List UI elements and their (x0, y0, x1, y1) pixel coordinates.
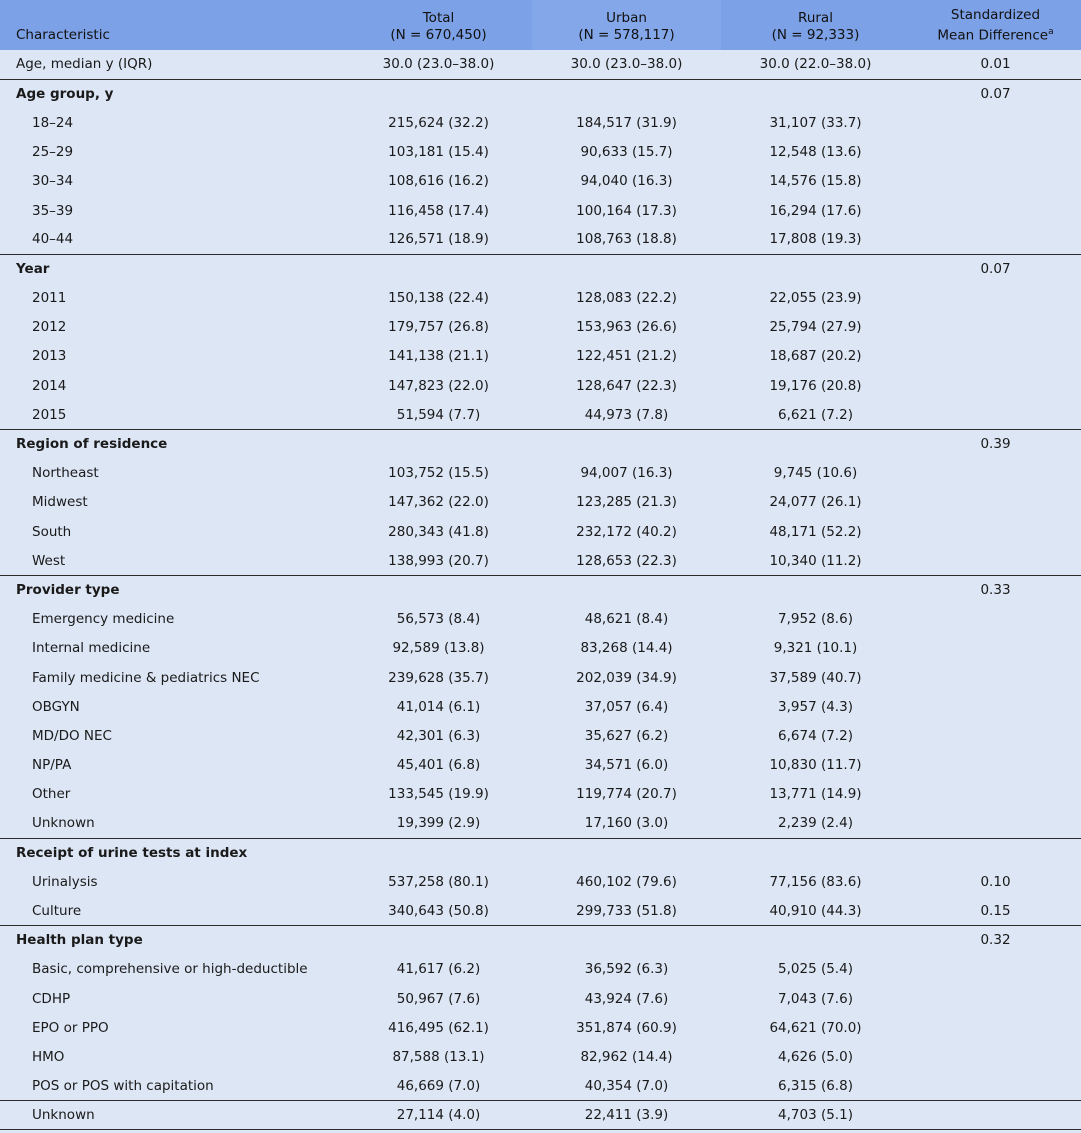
table-row (0, 488, 1081, 517)
total-value: 215,624 (32.2) (388, 114, 489, 131)
total-value: 179,757 (26.8) (388, 319, 489, 336)
urban-value: 82,962 (14.4) (580, 1048, 673, 1065)
table-row (0, 780, 1081, 809)
total-value: 46,669 (7.0) (396, 1077, 481, 1094)
row-label: Internal medicine (32, 640, 151, 657)
rural-value: 5,025 (5.4) (778, 961, 853, 978)
urban-value: 36,592 (6.3) (584, 961, 669, 978)
urban-value (532, 429, 721, 458)
urban-value: 100,164 (17.3) (576, 202, 677, 219)
smd-value (910, 663, 1081, 692)
total-value: 537,258 (80.1) (388, 873, 489, 890)
smd-value (910, 1013, 1081, 1042)
table-row (0, 605, 1081, 634)
rural-value: 30.0 (22.0–38.0) (759, 56, 872, 73)
table-row (0, 79, 1081, 108)
smd-value (910, 371, 1081, 400)
rural-value: 17,808 (19.3) (769, 231, 862, 248)
urban-value: 123,285 (21.3) (576, 494, 677, 511)
total-value: 87,588 (13.1) (392, 1048, 485, 1065)
urban-value: 153,963 (26.6) (576, 319, 677, 336)
table-row (0, 751, 1081, 780)
urban-value: 128,083 (22.2) (576, 290, 677, 307)
table-row (0, 254, 1081, 283)
total-value: 50,967 (7.6) (396, 990, 481, 1007)
total-value (345, 575, 532, 604)
urban-value: 37,057 (6.4) (584, 698, 669, 715)
smd-value (910, 138, 1081, 167)
row-label: 25–29 (32, 144, 74, 161)
row-label: EPO or PPO (32, 1019, 109, 1036)
total-value: 30.0 (23.0–38.0) (382, 56, 495, 73)
row-label: 2011 (32, 290, 67, 307)
smd-value (910, 108, 1081, 137)
table-row (0, 1042, 1081, 1071)
smd-value: 0.01 (980, 56, 1011, 73)
smd-value (910, 517, 1081, 546)
total-value: 150,138 (22.4) (388, 290, 489, 307)
table-row (0, 225, 1081, 254)
rural-value: 16,294 (17.6) (769, 202, 862, 219)
table-row (0, 663, 1081, 692)
row-label: 18–24 (32, 114, 74, 131)
total-value: 41,014 (6.1) (396, 698, 481, 715)
total-value: 147,362 (22.0) (388, 494, 489, 511)
table-row (0, 50, 1081, 79)
total-value: 126,571 (18.9) (388, 231, 489, 248)
table-row (0, 692, 1081, 721)
total-value: 51,594 (7.7) (396, 406, 481, 423)
smd-value (910, 809, 1081, 838)
table-row (0, 896, 1081, 925)
header-rural-label: Rural (798, 10, 833, 26)
row-label: 40–44 (32, 231, 74, 248)
urban-value: 44,973 (7.8) (584, 406, 669, 423)
row-label: Other (32, 786, 71, 803)
smd-value (910, 284, 1081, 313)
total-value: 92,589 (13.8) (392, 640, 485, 657)
smd-value (910, 342, 1081, 371)
total-value: 116,458 (17.4) (388, 202, 489, 219)
urban-value: 460,102 (79.6) (576, 873, 677, 890)
table-row (0, 926, 1081, 955)
rural-value: 48,171 (52.2) (769, 523, 862, 540)
header-smd-line2: Mean Difference (937, 27, 1049, 43)
total-value (345, 926, 532, 955)
rural-value: 3,957 (4.3) (778, 698, 853, 715)
rural-value (721, 926, 910, 955)
smd-value (910, 225, 1081, 254)
urban-value: 184,517 (31.9) (576, 114, 677, 131)
rural-value: 2,239 (2.4) (778, 815, 853, 832)
row-label: Unknown (32, 815, 95, 832)
rural-value (721, 254, 910, 283)
header-rural (721, 0, 910, 50)
smd-value (910, 955, 1081, 984)
rural-value: 9,321 (10.1) (773, 640, 858, 657)
urban-value: 128,653 (22.3) (576, 552, 677, 569)
table-row (0, 400, 1081, 429)
smd-value (910, 400, 1081, 429)
table-row (0, 167, 1081, 196)
row-label: Emergency medicine (32, 611, 175, 628)
urban-value: 119,774 (20.7) (576, 786, 677, 803)
total-value: 141,138 (21.1) (388, 348, 489, 365)
total-value: 416,495 (62.1) (388, 1019, 489, 1036)
urban-value: 232,172 (40.2) (576, 523, 677, 540)
total-value (345, 838, 532, 867)
total-value: 103,752 (15.5) (388, 465, 489, 482)
urban-value: 83,268 (14.4) (580, 640, 673, 657)
table-row (0, 634, 1081, 663)
rural-value: 10,830 (11.7) (769, 757, 862, 774)
urban-value: 34,571 (6.0) (584, 757, 669, 774)
table-row (0, 138, 1081, 167)
total-value: 19,399 (2.9) (396, 815, 481, 832)
smd-value (910, 488, 1081, 517)
smd-value (910, 780, 1081, 809)
table-row (0, 546, 1081, 575)
header-total (345, 0, 532, 50)
smd-value (910, 605, 1081, 634)
total-value: 56,573 (8.4) (396, 611, 481, 628)
row-label: NP/PA (32, 757, 72, 774)
smd-value (910, 751, 1081, 780)
smd-value (910, 1101, 1081, 1130)
rural-value: 14,576 (15.8) (769, 173, 862, 190)
smd-value (910, 1072, 1081, 1101)
urban-value: 48,621 (8.4) (584, 611, 669, 628)
smd-value (910, 459, 1081, 488)
table-row (0, 342, 1081, 371)
smd-value (910, 838, 1081, 867)
urban-value: 30.0 (23.0–38.0) (570, 56, 683, 73)
row-label: Year (0, 254, 345, 283)
header-smd-footnote: a (1048, 26, 1054, 37)
row-label: Health plan type (0, 926, 345, 955)
table-row (0, 1101, 1081, 1130)
table-row (0, 1013, 1081, 1042)
row-label: Receipt of urine tests at index (0, 838, 345, 867)
table-row (0, 429, 1081, 458)
rural-value: 22,055 (23.9) (769, 290, 862, 307)
header-smd-line1: Standardized (950, 6, 1041, 23)
total-value: 280,343 (41.8) (388, 523, 489, 540)
rural-value: 7,043 (7.6) (778, 990, 853, 1007)
smd-value (910, 984, 1081, 1013)
smd-value: 0.10 (980, 873, 1011, 890)
row-label: Urinalysis (32, 873, 98, 890)
rural-value: 40,910 (44.3) (769, 902, 862, 919)
header-urban-label: Urban (606, 10, 647, 26)
rural-value (721, 429, 910, 458)
rural-value: 6,315 (6.8) (778, 1077, 853, 1094)
header-total-n: (N = 670,450) (390, 27, 487, 43)
row-label: Culture (32, 902, 82, 919)
rural-value: 77,156 (83.6) (769, 873, 862, 890)
row-label: Basic, comprehensive or high-deductible (32, 961, 308, 978)
urban-value (532, 575, 721, 604)
rural-value: 4,703 (5.1) (721, 1101, 910, 1130)
row-label: Unknown (0, 1101, 345, 1130)
rural-value: 10,340 (11.2) (769, 552, 862, 569)
urban-value: 22,411 (3.9) (532, 1101, 721, 1130)
smd-value (910, 196, 1081, 225)
row-label: West (32, 552, 66, 569)
urban-value: 351,874 (60.9) (576, 1019, 677, 1036)
total-value (345, 254, 532, 283)
total-value: 41,617 (6.2) (396, 961, 481, 978)
row-label: 2012 (32, 319, 67, 336)
row-label: 35–39 (32, 202, 74, 219)
rural-value (721, 575, 910, 604)
rural-value: 12,548 (13.6) (769, 144, 862, 161)
urban-value (532, 254, 721, 283)
header-total-label: Total (422, 10, 455, 26)
urban-value: 128,647 (22.3) (576, 377, 677, 394)
total-value: 108,616 (16.2) (388, 173, 489, 190)
table-row (0, 313, 1081, 342)
rural-value: 7,952 (8.6) (778, 611, 853, 628)
rural-value (721, 838, 910, 867)
rural-value: 6,621 (7.2) (778, 406, 853, 423)
header-rural-n: (N = 92,333) (771, 27, 860, 43)
table-row (0, 284, 1081, 313)
row-label: POS or POS with capitation (32, 1077, 214, 1094)
table-row (0, 809, 1081, 838)
smd-value (910, 721, 1081, 750)
total-value (345, 79, 532, 108)
smd-value: 0.15 (980, 902, 1011, 919)
row-label: South (32, 523, 72, 540)
rural-value: 13,771 (14.9) (769, 786, 862, 803)
urban-value: 94,007 (16.3) (580, 465, 673, 482)
row-label: Family medicine & pediatrics NEC (32, 669, 260, 686)
table-row (0, 196, 1081, 225)
rural-value: 25,794 (27.9) (769, 319, 862, 336)
total-value: 147,823 (22.0) (388, 377, 489, 394)
rural-value (721, 79, 910, 108)
total-value: 42,301 (6.3) (396, 727, 481, 744)
row-label: OBGYN (32, 698, 80, 715)
table-row (0, 984, 1081, 1013)
rural-value: 4,626 (5.0) (778, 1048, 853, 1065)
smd-value (910, 634, 1081, 663)
urban-value (532, 838, 721, 867)
rural-value: 24,077 (26.1) (769, 494, 862, 511)
row-label: Midwest (32, 494, 88, 511)
table-row (0, 517, 1081, 546)
urban-value: 40,354 (7.0) (584, 1077, 669, 1094)
row-label: Age, median y (IQR) (16, 56, 153, 73)
smd-value (910, 1042, 1081, 1071)
table-row (0, 838, 1081, 867)
urban-value: 299,733 (51.8) (576, 902, 677, 919)
row-label: Provider type (0, 575, 345, 604)
smd-value: 0.32 (910, 926, 1081, 955)
table-row (0, 1072, 1081, 1101)
row-label: Age group, y (0, 79, 345, 108)
rural-value: 19,176 (20.8) (769, 377, 862, 394)
total-value: 133,545 (19.9) (388, 786, 489, 803)
smd-value: 0.39 (910, 429, 1081, 458)
table-row (0, 867, 1081, 896)
row-label: CDHP (32, 990, 71, 1007)
header-characteristic (0, 0, 345, 50)
rural-value: 31,107 (33.7) (769, 114, 862, 131)
total-value: 239,628 (35.7) (388, 669, 489, 686)
smd-value: 0.07 (910, 254, 1081, 283)
row-label: 2014 (32, 377, 67, 394)
row-label: Region of residence (0, 429, 345, 458)
row-label: 2013 (32, 348, 67, 365)
rural-value: 64,621 (70.0) (769, 1019, 862, 1036)
table-row (0, 459, 1081, 488)
urban-value (532, 926, 721, 955)
urban-value: 90,633 (15.7) (580, 144, 673, 161)
table-header-row (0, 0, 1081, 50)
smd-value (910, 546, 1081, 575)
smd-value: 0.07 (910, 79, 1081, 108)
rural-value: 18,687 (20.2) (769, 348, 862, 365)
table-row (0, 108, 1081, 137)
urban-value: 43,924 (7.6) (584, 990, 669, 1007)
smd-value (910, 167, 1081, 196)
header-smd (910, 0, 1081, 50)
header-characteristic-label: Characteristic (16, 27, 110, 43)
table-row (0, 575, 1081, 604)
row-label: 2015 (32, 406, 67, 423)
smd-value (910, 692, 1081, 721)
table-body (0, 50, 1081, 1130)
table-row (0, 371, 1081, 400)
urban-value: 94,040 (16.3) (580, 173, 673, 190)
row-label: HMO (32, 1048, 65, 1065)
smd-value (910, 313, 1081, 342)
urban-value: 17,160 (3.0) (584, 815, 669, 832)
smd-value: 0.33 (910, 575, 1081, 604)
rural-value: 37,589 (40.7) (769, 669, 862, 686)
urban-value: 35,627 (6.2) (584, 727, 669, 744)
urban-value: 108,763 (18.8) (576, 231, 677, 248)
urban-value (532, 79, 721, 108)
total-value (345, 429, 532, 458)
total-value: 27,114 (4.0) (345, 1101, 532, 1130)
total-value: 138,993 (20.7) (388, 552, 489, 569)
total-value: 103,181 (15.4) (388, 144, 489, 161)
row-label: 30–34 (32, 173, 74, 190)
urban-value: 122,451 (21.2) (576, 348, 677, 365)
total-value: 45,401 (6.8) (396, 757, 481, 774)
urban-value: 202,039 (34.9) (576, 669, 677, 686)
row-label: Northeast (32, 465, 99, 482)
total-value: 340,643 (50.8) (388, 902, 489, 919)
header-urban (532, 0, 721, 50)
table-row (0, 721, 1081, 750)
rural-value: 6,674 (7.2) (778, 727, 853, 744)
header-urban-n: (N = 578,117) (578, 27, 675, 43)
table-row (0, 955, 1081, 984)
row-label: MD/DO NEC (32, 727, 112, 744)
rural-value: 9,745 (10.6) (773, 465, 858, 482)
